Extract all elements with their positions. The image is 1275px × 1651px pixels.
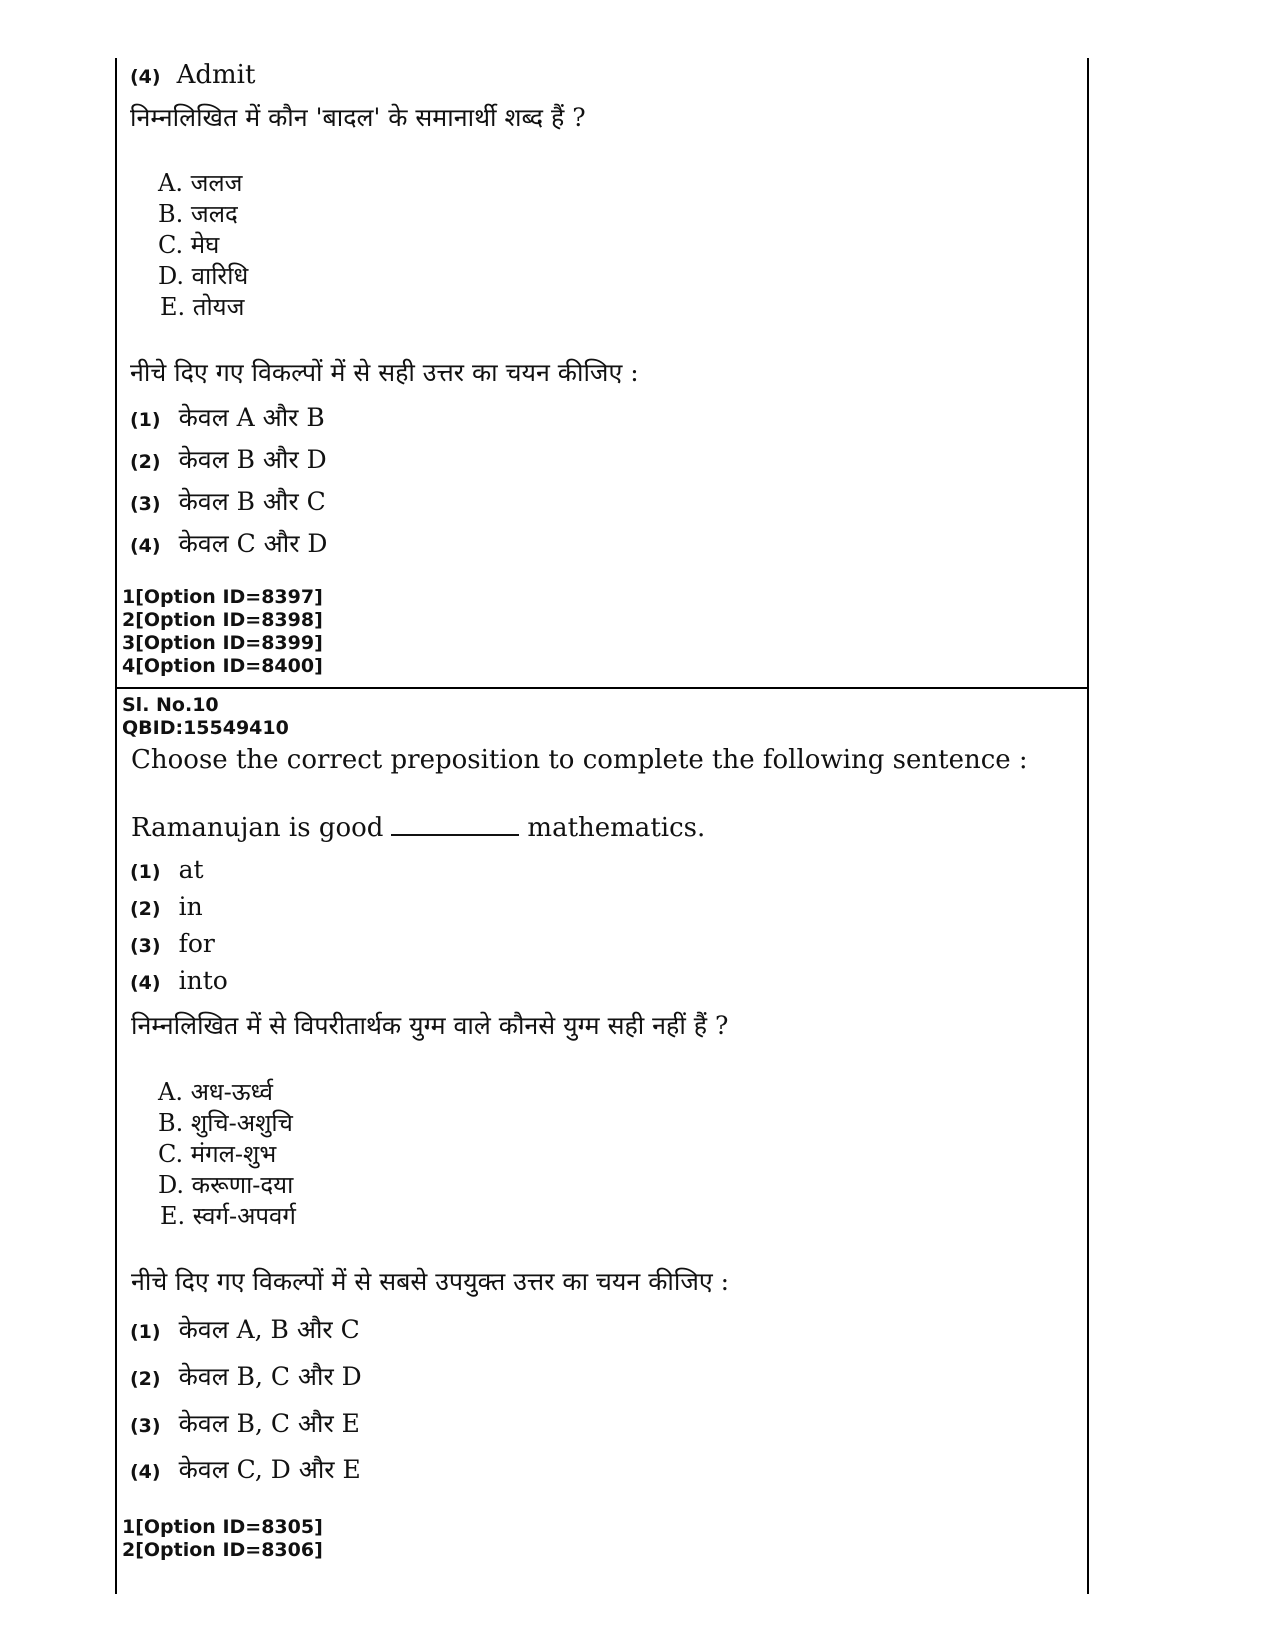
blank-line	[391, 833, 519, 836]
option-number: (1)	[130, 861, 161, 883]
option-id: 2[Option ID=8398]	[122, 609, 323, 631]
list-item: D. वारिधि	[158, 262, 249, 290]
list-item: C. मंगल-शुभ	[158, 1140, 277, 1168]
list-item: C. मेघ	[158, 231, 220, 259]
qbid: QBID:15549410	[122, 717, 289, 739]
option-text: into	[178, 966, 228, 995]
answer-option[interactable]	[130, 855, 204, 884]
prev-option-4	[130, 60, 255, 90]
option-number: (2)	[130, 451, 161, 473]
list-item: E. तोयज	[160, 293, 245, 321]
option-number: (4)	[130, 972, 161, 994]
option-text: for	[178, 929, 215, 958]
serial-number: Sl. No.10	[122, 694, 219, 716]
option-id: 1[Option ID=8305]	[122, 1516, 323, 1538]
option-text: केवल B, C और E	[178, 1409, 360, 1438]
option-text: केवल A, B और C	[178, 1315, 360, 1344]
option-text: केवल B और C	[178, 487, 326, 516]
option-number: (4)	[130, 1461, 161, 1483]
list-item: A. जलज	[158, 169, 243, 197]
option-text: केवल A और B	[178, 403, 325, 432]
question-text-hindi: निम्नलिखित में कौन 'बादल' के समानार्थी शब्द हैं ?	[130, 103, 586, 132]
answer-option[interactable]	[130, 1452, 361, 1486]
instruction-text: नीचे दिए गए विकल्पों में से सही उत्तर का चयन कीजिए :	[130, 358, 639, 387]
option-number: (2)	[130, 898, 161, 920]
option-number: (3)	[130, 935, 161, 957]
answer-option[interactable]	[130, 484, 326, 518]
sentence-end: mathematics.	[527, 813, 706, 843]
option-number: (1)	[130, 1321, 161, 1343]
option-text: केवल C और D	[178, 529, 328, 558]
answer-option[interactable]	[130, 966, 228, 995]
question-text-english: Choose the correct preposition to complete the following sentence :	[131, 745, 1028, 775]
option-id: 4[Option ID=8400]	[122, 655, 323, 677]
option-number: (4)	[130, 66, 161, 88]
option-text: in	[178, 892, 203, 921]
answer-option[interactable]	[130, 892, 203, 921]
answer-option[interactable]	[130, 400, 325, 434]
option-number: (4)	[130, 535, 161, 557]
question-separator	[115, 687, 1089, 689]
option-text: केवल B, C और D	[178, 1362, 362, 1391]
list-item: A. अध-ऊर्ध्व	[158, 1078, 274, 1106]
list-item: B. जलद	[158, 200, 238, 228]
list-item: E. स्वर्ग-अपवर्ग	[160, 1202, 296, 1230]
frame-right-border	[1087, 58, 1089, 1594]
answer-option[interactable]	[130, 1406, 360, 1440]
option-number: (2)	[130, 1368, 161, 1390]
answer-option[interactable]	[130, 1359, 362, 1393]
list-item: D. करूणा-दया	[158, 1171, 294, 1199]
fill-blank-sentence	[131, 813, 705, 843]
sentence-start: Ramanujan is good	[131, 813, 384, 843]
answer-option[interactable]	[130, 526, 327, 560]
answer-option[interactable]	[130, 442, 327, 476]
option-text: Admit	[176, 60, 256, 90]
list-item: B. शुचि-अशुचि	[158, 1109, 293, 1137]
option-id: 2[Option ID=8306]	[122, 1539, 323, 1561]
option-text: केवल B और D	[178, 445, 327, 474]
answer-option[interactable]	[130, 929, 215, 958]
option-id: 1[Option ID=8397]	[122, 586, 323, 608]
option-id: 3[Option ID=8399]	[122, 632, 323, 654]
option-text: केवल C, D और E	[178, 1455, 361, 1484]
option-number: (3)	[130, 493, 161, 515]
frame-left-border	[115, 58, 117, 1594]
option-text: at	[178, 855, 204, 884]
question-text-hindi: निम्नलिखित में से विपरीतार्थक युग्म वाले कौनसे युग्म सही नहीं हैं ?	[131, 1011, 729, 1040]
option-number: (3)	[130, 1415, 161, 1437]
option-number: (1)	[130, 409, 161, 431]
instruction-text: नीचे दिए गए विकल्पों में से सबसे उपयुक्त उत्तर का चयन कीजिए :	[131, 1267, 730, 1296]
answer-option[interactable]	[130, 1312, 360, 1346]
